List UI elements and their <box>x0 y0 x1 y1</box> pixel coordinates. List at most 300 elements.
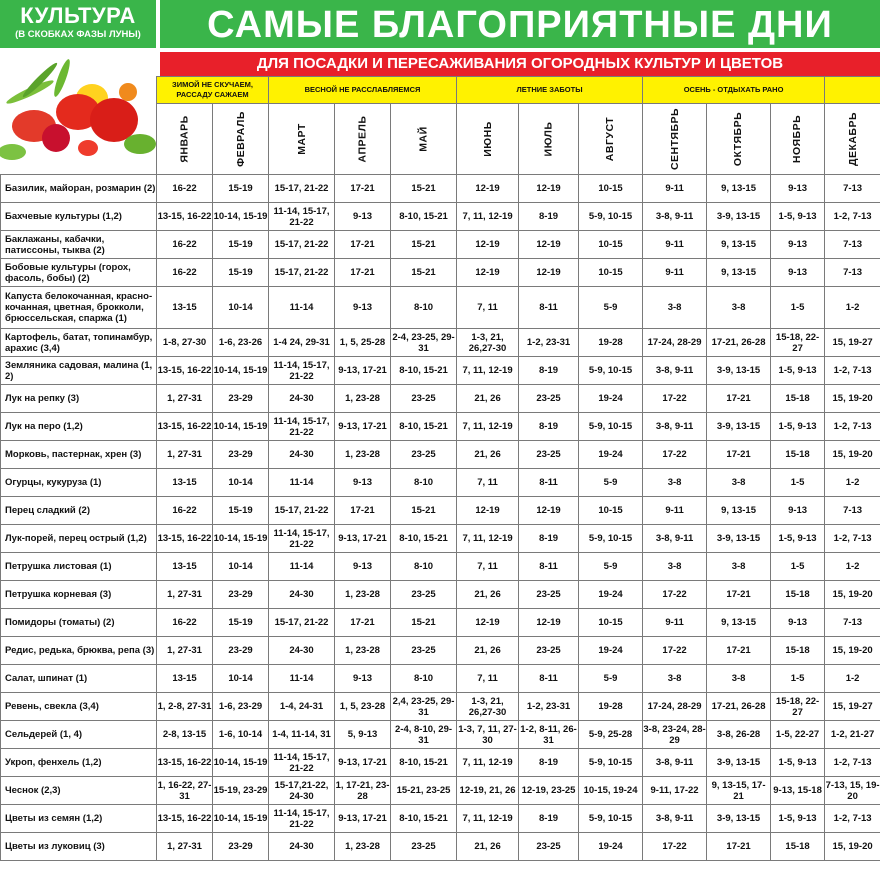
table-row <box>1 833 880 861</box>
crop-name: Базилик, майоран, розмарин (2) <box>1 175 157 203</box>
month-header <box>157 104 213 175</box>
table-row <box>1 287 880 329</box>
date-cell: 17-22 <box>643 637 707 665</box>
date-cell: 10-14, 15-19 <box>213 805 269 833</box>
crop-name: Петрушка корневая (3) <box>1 581 157 609</box>
date-cell: 7, 11 <box>457 287 519 329</box>
culture-subtitle: (В СКОБКАХ ФАЗЫ ЛУНЫ) <box>15 29 141 40</box>
date-cell: 1-5 <box>771 665 825 693</box>
date-cell: 7, 11, 12-19 <box>457 203 519 231</box>
date-cell: 1-5, 9-13 <box>771 413 825 441</box>
month-label: НОЯБРЬ <box>791 114 804 164</box>
date-cell: 5-9 <box>579 287 643 329</box>
table-row <box>1 637 880 665</box>
date-cell: 13-15, 16-22 <box>157 413 213 441</box>
date-cell: 1-5, 22-27 <box>771 721 825 749</box>
date-cell: 7-13, 15, 19-20 <box>825 777 880 805</box>
date-cell: 9, 13-15 <box>707 259 771 287</box>
date-cell: 3-8, 9-11 <box>643 805 707 833</box>
date-cell: 17-21, 26-28 <box>707 693 771 721</box>
date-cell: 17-22 <box>643 441 707 469</box>
crop-name: Цветы из луковиц (3) <box>1 833 157 861</box>
date-cell: 13-15, 16-22 <box>157 805 213 833</box>
date-cell: 17-21 <box>707 833 771 861</box>
culture-header-box <box>0 0 156 48</box>
date-cell: 15-18, 22-27 <box>771 329 825 357</box>
date-cell: 23-25 <box>391 441 457 469</box>
date-cell: 15-21 <box>391 609 457 637</box>
date-cell: 7, 11, 12-19 <box>457 525 519 553</box>
date-cell: 1, 2-8, 27-31 <box>157 693 213 721</box>
date-cell: 15, 19-20 <box>825 385 880 413</box>
date-cell: 15-17, 21-22 <box>269 259 335 287</box>
date-cell: 11-14 <box>269 665 335 693</box>
date-cell: 23-29 <box>213 833 269 861</box>
date-cell: 9-13 <box>335 553 391 581</box>
table-row <box>1 203 880 231</box>
crop-name: Укроп, фенхель (1,2) <box>1 749 157 777</box>
date-cell: 15, 19-27 <box>825 329 880 357</box>
crop-name: Картофель, батат, топинамбур, арахис (3,4) <box>1 329 157 357</box>
date-cell: 8-10, 15-21 <box>391 203 457 231</box>
red-pepper <box>90 98 138 142</box>
date-cell: 1-2, 7-13 <box>825 413 880 441</box>
date-cell: 1, 23-28 <box>335 385 391 413</box>
crop-name: Лук на перо (1,2) <box>1 413 157 441</box>
date-cell: 15-19 <box>213 175 269 203</box>
date-cell: 10-15 <box>579 231 643 259</box>
month-label: ДЕКАБРЬ <box>846 111 859 167</box>
date-cell: 12-19 <box>519 175 579 203</box>
date-cell: 12-19 <box>457 259 519 287</box>
date-cell: 10-14, 15-19 <box>213 357 269 385</box>
table-row <box>1 693 880 721</box>
month-label: ИЮНЬ <box>481 121 494 157</box>
date-cell: 10-15 <box>579 497 643 525</box>
date-cell: 1, 5, 25-28 <box>335 329 391 357</box>
date-cell: 11-14 <box>269 287 335 329</box>
date-cell: 3-8, 9-11 <box>643 525 707 553</box>
date-cell: 23-29 <box>213 637 269 665</box>
culture-title: КУЛЬТУРА <box>20 3 136 28</box>
date-cell: 9-13 <box>335 665 391 693</box>
date-cell: 23-29 <box>213 441 269 469</box>
date-cell: 1, 23-28 <box>335 637 391 665</box>
date-cell: 9, 13-15 <box>707 609 771 637</box>
date-cell: 3-8, 9-11 <box>643 413 707 441</box>
date-cell: 1-3, 21, 26,27-30 <box>457 693 519 721</box>
date-cell: 9-13, 17-21 <box>335 357 391 385</box>
month-label: МАРТ <box>295 123 308 155</box>
crop-name: Лук на репку (3) <box>1 385 157 413</box>
month-label: АПРЕЛЬ <box>356 115 369 163</box>
date-cell: 10-15, 19-24 <box>579 777 643 805</box>
date-cell: 24-30 <box>269 637 335 665</box>
season-autumn: ОСЕНЬ - ОТДЫХАТЬ РАНО <box>643 77 825 104</box>
date-cell: 8-19 <box>519 805 579 833</box>
month-label: ИЮЛЬ <box>542 121 555 157</box>
date-cell: 1, 27-31 <box>157 441 213 469</box>
date-cell: 7, 11 <box>457 665 519 693</box>
month-label: АВГУСТ <box>604 116 617 162</box>
date-cell: 8-19 <box>519 525 579 553</box>
date-cell: 2,4, 23-25, 29-31 <box>391 693 457 721</box>
season-summer: ЛЕТНИЕ ЗАБОТЫ <box>457 77 643 104</box>
date-cell: 15-17, 21-22 <box>269 609 335 637</box>
date-cell: 7-13 <box>825 497 880 525</box>
date-cell: 9-11 <box>643 497 707 525</box>
date-cell: 9, 13-15 <box>707 497 771 525</box>
date-cell: 9-13 <box>771 231 825 259</box>
date-cell: 5-9, 10-15 <box>579 413 643 441</box>
date-cell: 3-8 <box>707 665 771 693</box>
date-cell: 8-10 <box>391 469 457 497</box>
date-cell: 21, 26 <box>457 441 519 469</box>
date-cell: 1-2, 7-13 <box>825 357 880 385</box>
date-cell: 13-15, 16-22 <box>157 357 213 385</box>
table-row <box>1 497 880 525</box>
date-cell: 3-8 <box>707 553 771 581</box>
planting-calendar-table <box>0 76 880 861</box>
date-cell: 1-2, 7-13 <box>825 525 880 553</box>
date-cell: 5-9 <box>579 553 643 581</box>
month-label: ЯНВАРЬ <box>178 115 191 163</box>
season-spring: ВЕСНОЙ НЕ РАССЛАБЛЯЕМСЯ <box>269 77 457 104</box>
header <box>0 0 880 52</box>
date-cell: 3-8 <box>643 553 707 581</box>
date-cell: 9-13, 17-21 <box>335 749 391 777</box>
date-cell: 1, 23-28 <box>335 441 391 469</box>
crop-name: Земляника садовая, малина (1, 2) <box>1 357 157 385</box>
date-cell: 17-21 <box>707 637 771 665</box>
date-cell: 1-2, 7-13 <box>825 749 880 777</box>
date-cell: 1, 23-28 <box>335 833 391 861</box>
date-cell: 15-19 <box>213 609 269 637</box>
date-cell: 8-19 <box>519 357 579 385</box>
date-cell: 3-8 <box>643 287 707 329</box>
month-header <box>213 104 269 175</box>
date-cell: 21, 26 <box>457 581 519 609</box>
date-cell: 1, 5, 23-28 <box>335 693 391 721</box>
month-header <box>771 104 825 175</box>
date-cell: 8-10, 15-21 <box>391 749 457 777</box>
date-cell: 5-9, 10-15 <box>579 805 643 833</box>
date-cell: 15-19, 23-29 <box>213 777 269 805</box>
date-cell: 15-19 <box>213 259 269 287</box>
date-cell: 24-30 <box>269 581 335 609</box>
crop-name: Морковь, пастернак, хрен (3) <box>1 441 157 469</box>
page-title: САМЫЕ БЛАГОПРИЯТНЫЕ ДНИ <box>160 0 880 48</box>
date-cell: 17-21 <box>335 231 391 259</box>
date-cell: 23-25 <box>519 833 579 861</box>
date-cell: 11-14 <box>269 469 335 497</box>
date-cell: 1-4, 24-31 <box>269 693 335 721</box>
date-cell: 9-13 <box>335 203 391 231</box>
table-row <box>1 805 880 833</box>
date-cell: 15, 19-27 <box>825 693 880 721</box>
date-cell: 23-25 <box>391 581 457 609</box>
date-cell: 15-21 <box>391 259 457 287</box>
date-cell: 5-9, 25-28 <box>579 721 643 749</box>
date-cell: 2-4, 8-10, 29-31 <box>391 721 457 749</box>
crop-name: Бахчевые культуры (1,2) <box>1 203 157 231</box>
date-cell: 13-15 <box>157 287 213 329</box>
date-cell: 17-21 <box>335 259 391 287</box>
table-row <box>1 175 880 203</box>
date-cell: 23-25 <box>519 637 579 665</box>
page-subtitle: ДЛЯ ПОСАДКИ И ПЕРЕСАЖИВАНИЯ ОГОРОДНЫХ КУЛЬТУР И ЦВЕТОВ <box>160 52 880 76</box>
date-cell: 1-5, 9-13 <box>771 749 825 777</box>
date-cell: 15-18 <box>771 637 825 665</box>
date-cell: 1-8, 27-30 <box>157 329 213 357</box>
date-cell: 7, 11, 12-19 <box>457 357 519 385</box>
date-cell: 1-2, 7-13 <box>825 203 880 231</box>
date-cell: 12-19 <box>519 609 579 637</box>
date-cell: 8-10, 15-21 <box>391 357 457 385</box>
date-cell: 12-19 <box>457 497 519 525</box>
crop-name: Капуста белокочанная, красно-кочанная, цветная, брокколи, брюссельская, спаржа (1) <box>1 287 157 329</box>
date-cell: 1-6, 23-29 <box>213 693 269 721</box>
month-header <box>335 104 391 175</box>
date-cell: 17-21 <box>335 497 391 525</box>
date-cell: 15-18 <box>771 441 825 469</box>
date-cell: 23-25 <box>391 637 457 665</box>
season-winter: ЗИМОЙ НЕ СКУЧАЕМ, РАССАДУ САЖАЕМ <box>157 77 269 104</box>
date-cell: 1-2, 21-27 <box>825 721 880 749</box>
date-cell: 3-8 <box>707 469 771 497</box>
date-cell: 12-19 <box>519 497 579 525</box>
date-cell: 16-22 <box>157 609 213 637</box>
date-cell: 3-9, 13-15 <box>707 357 771 385</box>
date-cell: 15-19 <box>213 231 269 259</box>
date-cell: 8-11 <box>519 287 579 329</box>
date-cell: 17-22 <box>643 833 707 861</box>
date-cell: 1-3, 7, 11, 27-30 <box>457 721 519 749</box>
month-header <box>643 104 707 175</box>
date-cell: 9-11 <box>643 231 707 259</box>
date-cell: 7, 11 <box>457 553 519 581</box>
date-cell: 10-14 <box>213 665 269 693</box>
date-cell: 5-9, 10-15 <box>579 749 643 777</box>
date-cell: 12-19, 21, 26 <box>457 777 519 805</box>
date-cell: 23-25 <box>519 385 579 413</box>
date-cell: 8-10 <box>391 287 457 329</box>
date-cell: 9-13 <box>771 497 825 525</box>
radish <box>42 124 70 152</box>
date-cell: 15-21 <box>391 497 457 525</box>
month-header <box>519 104 579 175</box>
date-cell: 11-14 <box>269 553 335 581</box>
date-cell: 15, 19-20 <box>825 441 880 469</box>
date-cell: 15-17, 21-22 <box>269 175 335 203</box>
date-cell: 7-13 <box>825 231 880 259</box>
date-cell: 15-18, 22-27 <box>771 693 825 721</box>
date-cell: 9-11 <box>643 175 707 203</box>
date-cell: 1-4 24, 29-31 <box>269 329 335 357</box>
table-row <box>1 553 880 581</box>
date-cell: 5-9, 10-15 <box>579 203 643 231</box>
date-cell: 1, 16-22, 27-31 <box>157 777 213 805</box>
date-cell: 17-22 <box>643 385 707 413</box>
crop-name: Салат, шпинат (1) <box>1 665 157 693</box>
date-cell: 19-24 <box>579 833 643 861</box>
date-cell: 7-13 <box>825 259 880 287</box>
date-cell: 9-11 <box>643 259 707 287</box>
month-label: СЕНТЯБРЬ <box>668 107 681 171</box>
table-row <box>1 441 880 469</box>
crop-name: Петрушка листовая (1) <box>1 553 157 581</box>
date-cell: 17-24, 28-29 <box>643 329 707 357</box>
date-cell: 19-24 <box>579 581 643 609</box>
crop-name: Перец сладкий (2) <box>1 497 157 525</box>
date-cell: 10-14 <box>213 553 269 581</box>
crop-name: Огурцы, кукуруза (1) <box>1 469 157 497</box>
date-cell: 8-19 <box>519 203 579 231</box>
date-cell: 15, 19-20 <box>825 637 880 665</box>
month-header <box>457 104 519 175</box>
herb-leaf <box>21 61 60 100</box>
month-header <box>707 104 771 175</box>
date-cell: 16-22 <box>157 497 213 525</box>
date-cell: 3-8 <box>707 287 771 329</box>
date-cell: 1, 23-28 <box>335 581 391 609</box>
date-cell: 15-21 <box>391 175 457 203</box>
table-row <box>1 721 880 749</box>
date-cell: 1-5, 9-13 <box>771 805 825 833</box>
date-cell: 7-13 <box>825 175 880 203</box>
date-cell: 15-21, 23-25 <box>391 777 457 805</box>
date-cell: 3-8, 26-28 <box>707 721 771 749</box>
date-cell: 1, 17-21, 23-28 <box>335 777 391 805</box>
month-header <box>269 104 335 175</box>
month-label: МАЙ <box>417 126 430 152</box>
date-cell: 10-14 <box>213 287 269 329</box>
date-cell: 15-18 <box>771 833 825 861</box>
date-cell: 3-8, 9-11 <box>643 357 707 385</box>
crop-name: Бобовые культуры (горох, фасоль, бобы) (2) <box>1 259 157 287</box>
date-cell: 1-5, 9-13 <box>771 357 825 385</box>
date-cell: 19-28 <box>579 693 643 721</box>
table-row <box>1 413 880 441</box>
date-cell: 12-19 <box>457 231 519 259</box>
date-cell: 9-13, 17-21 <box>335 525 391 553</box>
date-cell: 7, 11, 12-19 <box>457 749 519 777</box>
date-cell: 15-18 <box>771 385 825 413</box>
date-cell: 12-19 <box>457 175 519 203</box>
date-cell: 5, 9-13 <box>335 721 391 749</box>
date-cell: 12-19 <box>457 609 519 637</box>
table-row <box>1 525 880 553</box>
date-cell: 23-25 <box>391 833 457 861</box>
date-cell: 21, 26 <box>457 833 519 861</box>
month-header <box>825 104 880 175</box>
date-cell: 3-8 <box>643 665 707 693</box>
date-cell: 3-9, 13-15 <box>707 203 771 231</box>
date-cell: 1, 27-31 <box>157 833 213 861</box>
date-cell: 19-28 <box>579 329 643 357</box>
date-cell: 1-4, 11-14, 31 <box>269 721 335 749</box>
date-cell: 8-19 <box>519 749 579 777</box>
date-cell: 9-11, 17-22 <box>643 777 707 805</box>
date-cell: 1-2, 7-13 <box>825 805 880 833</box>
date-cell: 3-9, 13-15 <box>707 413 771 441</box>
table-row <box>1 665 880 693</box>
date-cell: 15-19 <box>213 497 269 525</box>
date-cell: 1-2, 23-31 <box>519 693 579 721</box>
date-cell: 7, 11, 12-19 <box>457 805 519 833</box>
date-cell: 9-13, 17-21 <box>335 805 391 833</box>
date-cell: 7, 11 <box>457 469 519 497</box>
date-cell: 11-14, 15-17, 21-22 <box>269 357 335 385</box>
date-cell: 5-9 <box>579 665 643 693</box>
table-row <box>1 777 880 805</box>
date-cell: 7-13 <box>825 609 880 637</box>
date-cell: 11-14, 15-17, 21-22 <box>269 203 335 231</box>
date-cell: 10-14, 15-19 <box>213 525 269 553</box>
date-cell: 17-21 <box>335 609 391 637</box>
date-cell: 8-11 <box>519 469 579 497</box>
table-row <box>1 231 880 259</box>
date-cell: 13-15, 16-22 <box>157 203 213 231</box>
date-cell: 13-15 <box>157 553 213 581</box>
date-cell: 9-13 <box>771 259 825 287</box>
vegetables-illustration <box>0 52 156 172</box>
date-cell: 10-14, 15-19 <box>213 413 269 441</box>
date-cell: 15-17, 21-22 <box>269 497 335 525</box>
date-cell: 5-9, 10-15 <box>579 525 643 553</box>
month-label: ОКТЯБРЬ <box>732 111 745 167</box>
date-cell: 17-24, 28-29 <box>643 693 707 721</box>
date-cell: 1-2, 23-31 <box>519 329 579 357</box>
date-cell: 1, 27-31 <box>157 581 213 609</box>
date-cell: 10-14 <box>213 469 269 497</box>
date-cell: 16-22 <box>157 231 213 259</box>
date-cell: 1-2 <box>825 553 880 581</box>
date-cell: 9-13, 15-18 <box>771 777 825 805</box>
date-cell: 1, 27-31 <box>157 637 213 665</box>
date-cell: 13-15 <box>157 469 213 497</box>
month-header <box>579 104 643 175</box>
date-cell: 13-15, 16-22 <box>157 525 213 553</box>
date-cell: 3-9, 13-15 <box>707 749 771 777</box>
crop-name: Сельдерей (1, 4) <box>1 721 157 749</box>
date-cell: 9-13 <box>335 469 391 497</box>
date-cell: 16-22 <box>157 259 213 287</box>
date-cell: 13-15, 16-22 <box>157 749 213 777</box>
date-cell: 24-30 <box>269 385 335 413</box>
date-cell: 15-17, 21-22 <box>269 231 335 259</box>
table-row <box>1 259 880 287</box>
date-cell: 10-15 <box>579 175 643 203</box>
date-cell: 10-14, 15-19 <box>213 203 269 231</box>
date-cell: 3-8 <box>643 469 707 497</box>
date-cell: 1-2, 8-11, 26-31 <box>519 721 579 749</box>
date-cell: 8-11 <box>519 553 579 581</box>
date-cell: 13-15 <box>157 665 213 693</box>
date-cell: 19-24 <box>579 637 643 665</box>
date-cell: 11-14, 15-17, 21-22 <box>269 749 335 777</box>
date-cell: 17-21 <box>707 581 771 609</box>
date-cell: 5-9 <box>579 469 643 497</box>
date-cell: 8-10 <box>391 553 457 581</box>
date-cell: 17-21, 26-28 <box>707 329 771 357</box>
date-cell: 9, 13-15, 17-21 <box>707 777 771 805</box>
season-blank <box>825 77 880 104</box>
date-cell: 9-13 <box>771 609 825 637</box>
date-cell: 15, 19-20 <box>825 833 880 861</box>
date-cell: 21, 26 <box>457 385 519 413</box>
date-cell: 1-2 <box>825 469 880 497</box>
